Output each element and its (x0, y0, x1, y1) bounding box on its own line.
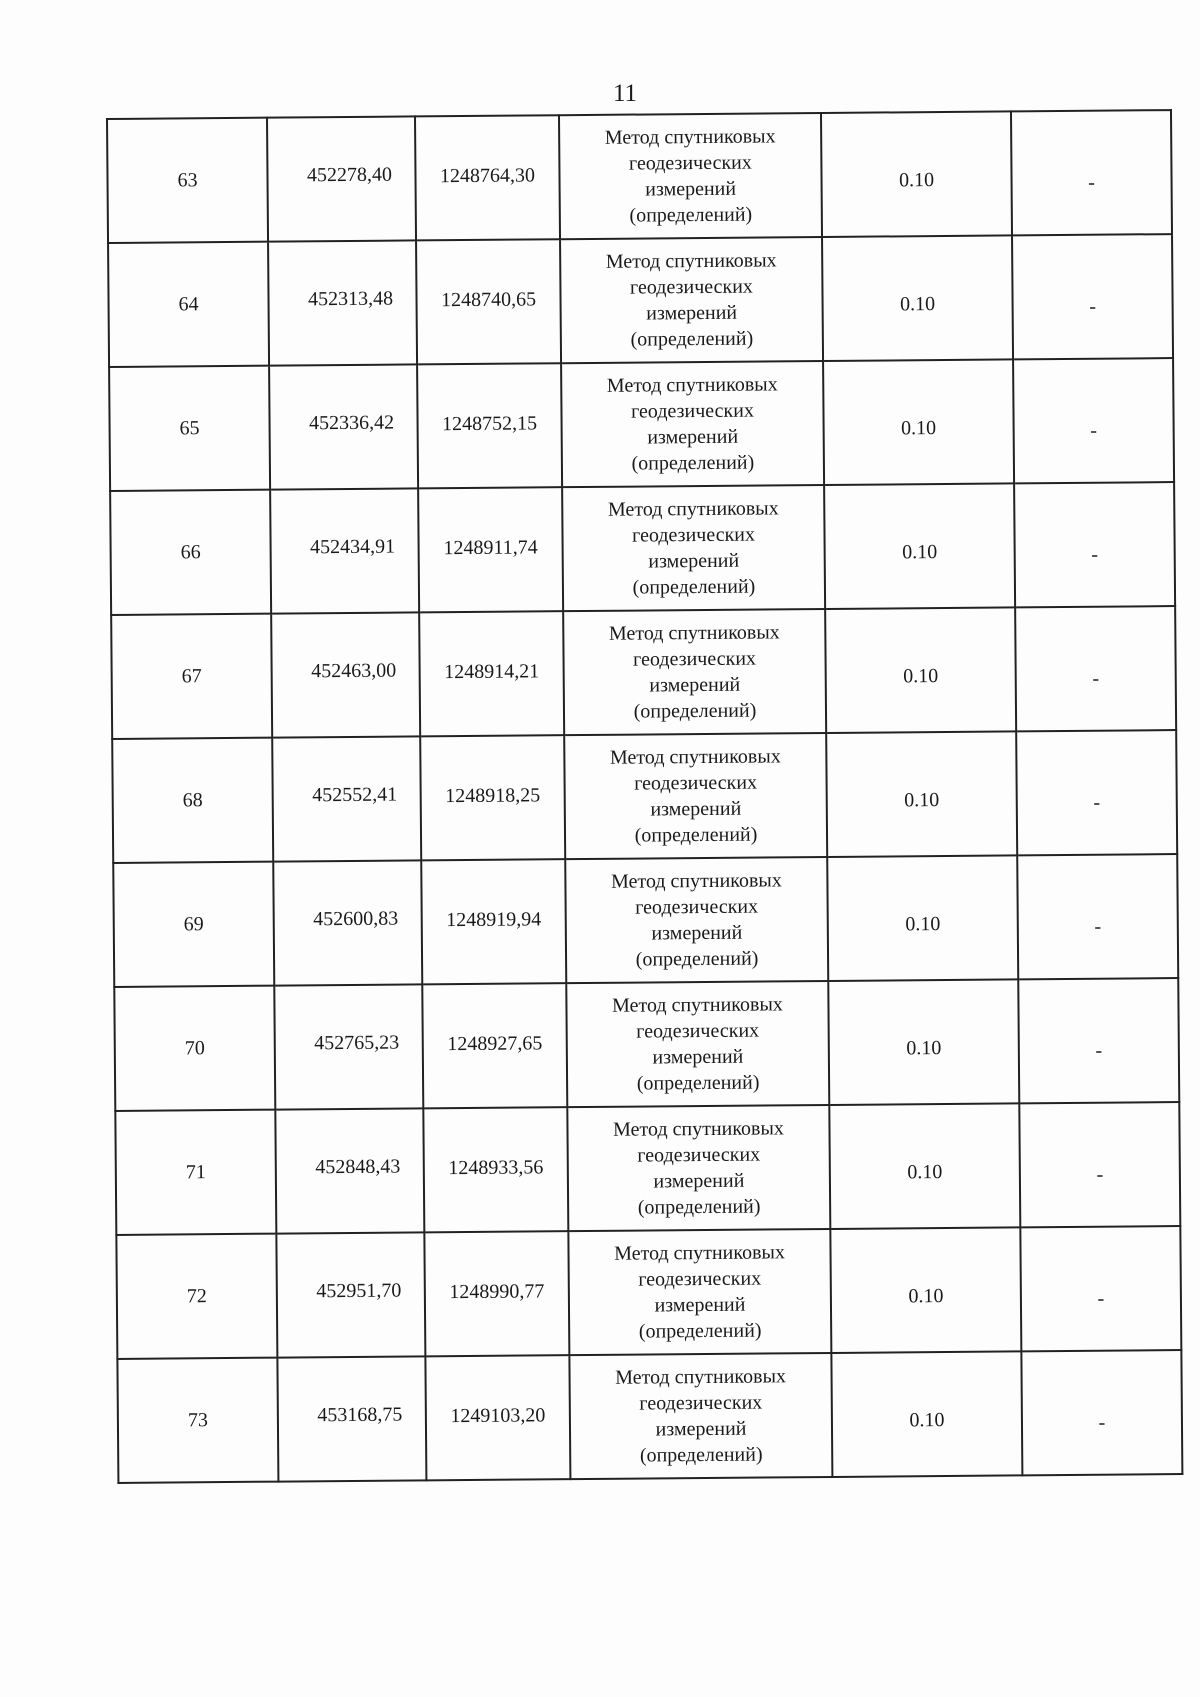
note-cell (1019, 1102, 1180, 1227)
method-line: измерений (650, 797, 742, 821)
accuracy-cell (830, 1227, 1021, 1353)
method-line: (определений) (632, 575, 756, 599)
method-cell (565, 857, 828, 983)
x-coordinate-cell (274, 984, 423, 1109)
table-row (115, 1102, 1180, 1235)
method-line: геодезических (628, 151, 752, 175)
note-cell (1017, 854, 1178, 979)
method-line: измерений (654, 1293, 746, 1317)
method-line: (определений) (629, 203, 753, 227)
note-value: - (1090, 419, 1098, 442)
x-coordinate: 452278,40 (306, 163, 393, 187)
y-coordinate: 1249103,20 (450, 1404, 546, 1428)
table-row (109, 358, 1174, 491)
method-line: измерений (647, 425, 739, 449)
note-value: - (1093, 791, 1101, 814)
x-coordinate-cell (277, 1356, 426, 1481)
method-cell (561, 361, 824, 487)
coordinates-table-body (107, 110, 1182, 1483)
method-line: Метод спутниковых (604, 125, 776, 149)
x-coordinate: 452552,41 (312, 783, 398, 807)
accuracy-cell (828, 979, 1019, 1105)
accuracy-cell (831, 1351, 1022, 1477)
method-line: (определений) (631, 451, 755, 475)
accuracy-cell (825, 607, 1016, 733)
y-coordinate-cell (420, 735, 565, 860)
note-value: - (1096, 1163, 1104, 1186)
method-cell (567, 1105, 830, 1231)
point-number-cell (113, 862, 274, 987)
accuracy-cell (829, 1103, 1020, 1229)
point-number-cell (116, 1234, 277, 1359)
method-line: Метод спутниковых (607, 497, 779, 521)
table-row (116, 1226, 1181, 1359)
method-line: измерений (648, 549, 740, 573)
point-number-cell (107, 118, 268, 243)
table-row (114, 978, 1179, 1111)
note-cell (1013, 358, 1174, 483)
accuracy-cell (822, 235, 1013, 361)
point-number: 69 (183, 913, 204, 936)
coordinates-table (106, 109, 1183, 1484)
method-line: Метод спутниковых (606, 373, 778, 397)
y-coordinate: 1248764,30 (439, 164, 536, 188)
method-line: измерений (653, 1169, 745, 1193)
note-value: - (1094, 915, 1102, 938)
method-line: геодезических (638, 1267, 762, 1291)
method-cell (559, 113, 822, 239)
method-line: Метод спутниковых (611, 993, 783, 1017)
accuracy-value: 0.10 (909, 1409, 945, 1432)
method-line: измерений (646, 301, 738, 325)
method-line: измерений (649, 673, 741, 697)
point-number-cell (108, 242, 269, 367)
method-line: геодезических (630, 399, 755, 423)
method-cell (568, 1229, 831, 1355)
method-line: (определений) (639, 1443, 763, 1467)
accuracy-cell (823, 359, 1014, 485)
table-row (107, 110, 1172, 243)
accuracy-cell (826, 731, 1017, 857)
y-coordinate-cell (419, 611, 564, 736)
point-number: 66 (180, 541, 201, 564)
note-value: - (1098, 1411, 1106, 1434)
y-coordinate: 1248927,65 (447, 1032, 543, 1056)
y-coordinate: 1248990,77 (449, 1280, 545, 1304)
x-coordinate: 452765,23 (314, 1031, 400, 1055)
y-coordinate-cell (421, 859, 566, 984)
method-cell (569, 1353, 832, 1479)
x-coordinate-cell (273, 860, 422, 985)
point-number-cell (110, 490, 271, 615)
y-coordinate: 1248914,21 (444, 660, 540, 684)
note-value: - (1095, 1039, 1103, 1062)
method-line: Метод спутниковых (605, 249, 777, 273)
method-cell (564, 733, 827, 859)
note-value: - (1092, 667, 1100, 690)
x-coordinate: 452434,91 (310, 535, 396, 559)
y-coordinate: 1248918,25 (445, 784, 541, 808)
note-value: - (1097, 1287, 1105, 1310)
method-line: геодезических (639, 1391, 763, 1415)
x-coordinate-cell (276, 1232, 425, 1357)
method-line: геодезических (636, 1019, 760, 1043)
point-number: 70 (184, 1037, 205, 1060)
point-number: 65 (179, 417, 200, 440)
accuracy-value: 0.10 (906, 1037, 942, 1060)
point-number: 71 (185, 1161, 206, 1184)
point-number-cell (117, 1358, 278, 1483)
accuracy-value: 0.10 (904, 789, 940, 812)
method-line: Метод спутниковых (614, 1241, 786, 1265)
note-cell (1020, 1226, 1181, 1351)
point-number-cell (114, 986, 275, 1111)
accuracy-value: 0.10 (905, 913, 941, 936)
x-coordinate: 452600,83 (313, 907, 399, 931)
method-cell (560, 237, 823, 363)
x-coordinate: 452313,48 (307, 287, 394, 311)
point-number: 73 (187, 1409, 209, 1432)
accuracy-value: 0.10 (898, 169, 935, 192)
method-line: измерений (645, 177, 737, 201)
x-coordinate-cell (275, 1108, 424, 1233)
y-coordinate-cell (418, 487, 563, 612)
x-coordinate: 452463,00 (311, 659, 397, 683)
point-number: 72 (186, 1285, 207, 1308)
method-line: геодезических (629, 275, 753, 299)
method-line: Метод спутниковых (608, 621, 780, 645)
y-coordinate: 1248752,15 (441, 412, 538, 436)
y-coordinate-cell (423, 1107, 568, 1232)
x-coordinate-cell (270, 488, 419, 613)
accuracy-value: 0.10 (903, 665, 939, 688)
accuracy-value: 0.10 (902, 541, 938, 564)
method-line: (определений) (636, 1071, 760, 1095)
note-cell (1021, 1350, 1182, 1475)
method-line: Метод спутниковых (615, 1365, 787, 1389)
table-row (113, 854, 1178, 987)
method-line: (определений) (635, 947, 759, 971)
point-number: 63 (177, 169, 198, 192)
x-coordinate: 452951,70 (316, 1279, 402, 1303)
y-coordinate-cell (424, 1231, 569, 1356)
method-line: Метод спутниковых (609, 745, 781, 769)
method-line: геодезических (635, 895, 759, 919)
table-row (110, 482, 1175, 615)
y-coordinate: 1248740,65 (440, 288, 537, 312)
table-row (112, 730, 1177, 863)
x-coordinate-cell (269, 364, 418, 489)
point-number-cell (112, 738, 273, 863)
coordinates-table-wrapper (106, 109, 1181, 1484)
accuracy-value: 0.10 (908, 1285, 944, 1308)
page-number: 11 (612, 80, 638, 107)
x-coordinate-cell (271, 612, 420, 737)
method-line: геодезических (637, 1143, 761, 1167)
point-number-cell (111, 614, 272, 739)
y-coordinate-cell (417, 363, 562, 488)
y-coordinate-cell (415, 115, 560, 240)
method-line: геодезических (634, 771, 758, 795)
method-line: (определений) (637, 1195, 761, 1219)
y-coordinate-cell (422, 983, 567, 1108)
y-coordinate-cell (425, 1355, 570, 1480)
method-cell (562, 485, 825, 611)
table-row (117, 1350, 1182, 1483)
note-value: - (1088, 171, 1095, 194)
accuracy-value: 0.10 (899, 293, 936, 316)
y-coordinate: 1248933,56 (448, 1156, 544, 1180)
method-line: (определений) (638, 1319, 762, 1343)
accuracy-cell (824, 483, 1015, 609)
point-number: 67 (181, 665, 202, 688)
method-cell (563, 609, 826, 735)
point-number-cell (109, 366, 270, 491)
method-line: геодезических (633, 647, 757, 671)
note-cell (1016, 730, 1177, 855)
y-coordinate: 1248911,74 (443, 536, 538, 560)
method-cell (566, 981, 829, 1107)
note-cell (1014, 482, 1175, 607)
y-coordinate: 1248919,94 (446, 908, 542, 932)
x-coordinate-cell (268, 240, 417, 365)
point-number: 64 (178, 293, 199, 316)
note-value: - (1089, 295, 1097, 318)
x-coordinate: 452848,43 (315, 1155, 401, 1179)
accuracy-value: 0.10 (901, 417, 937, 440)
method-line: измерений (655, 1417, 747, 1441)
note-cell (1015, 606, 1176, 731)
method-line: (определений) (630, 327, 754, 351)
method-line: Метод спутниковых (610, 869, 782, 893)
method-line: (определений) (634, 823, 758, 847)
table-row (111, 606, 1176, 739)
point-number-cell (115, 1110, 276, 1235)
table-row (108, 234, 1173, 367)
method-line: измерений (652, 1045, 744, 1069)
note-value: - (1091, 543, 1099, 566)
note-cell (1018, 978, 1179, 1103)
point-number: 68 (182, 789, 203, 812)
x-coordinate-cell (267, 116, 416, 241)
y-coordinate-cell (416, 239, 561, 364)
method-line: Метод спутниковых (613, 1117, 784, 1141)
x-coordinate-cell (272, 736, 421, 861)
note-cell (1011, 110, 1172, 235)
x-coordinate: 453168,75 (317, 1403, 403, 1427)
method-line: измерений (651, 921, 743, 945)
accuracy-value: 0.10 (907, 1161, 943, 1184)
note-cell (1012, 234, 1173, 359)
x-coordinate: 452336,42 (308, 411, 395, 435)
method-line: (определений) (633, 699, 757, 723)
accuracy-cell (827, 855, 1018, 981)
accuracy-cell (821, 111, 1012, 237)
method-line: геодезических (631, 523, 756, 547)
